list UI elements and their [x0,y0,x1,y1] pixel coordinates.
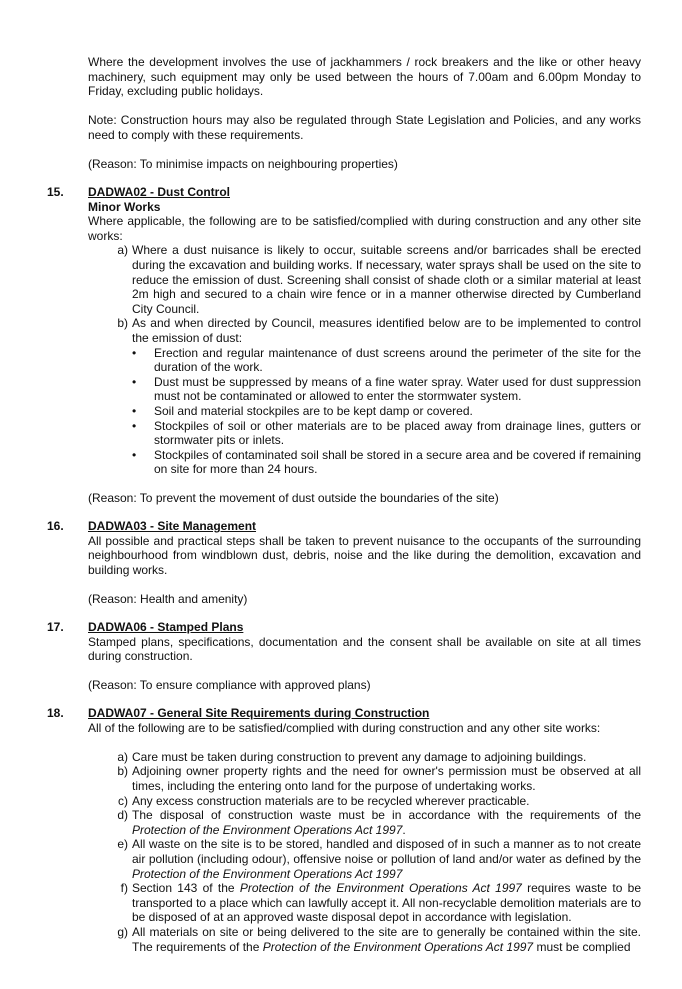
act-title: Protection of the Environment Operations Act 1997 [262,939,534,954]
bullet-text: Dust must be suppressed by means of a fine water spray. Water used for dust suppression must not be contaminated or allowed to enter the stormwater system. [154,374,641,404]
condition-18-list [110,750,641,954]
bullet-icon: • [132,418,137,433]
list-item-label: c) [118,793,128,808]
list-item-text-end: . [402,822,406,837]
condition-17 [88,620,641,693]
list-item-label: b) [117,764,128,779]
bullet-item [110,346,641,375]
bullet-item [110,448,641,477]
list-item-text: Care must be taken during construction to prevent any damage to adjoining buildings. [132,749,587,764]
condition-17-reason: (Reason: To ensure compliance with approved plans) [88,678,371,693]
list-item-text: As and when directed by Council, measures identified below are to be implemented to control the emission of dust: [132,316,641,345]
bullet-item [110,404,641,419]
list-item [110,881,641,925]
bullet-icon: • [132,403,137,418]
bullet-icon: • [132,374,137,389]
dust-measures-list [110,346,641,477]
condition-16 [88,519,641,607]
intro-paragraph-1: Where the development involves the use of jackhammers / rock breakers and the like or other heavy machinery, such equipment may only be used between the hours of 7.00am and 6.00pm Monday to Friday, excluding public holidays. [88,55,641,99]
list-item-text: The disposal of construction waste must be in accordance with the requirements of the [132,808,641,823]
list-item [110,316,641,477]
condition-15 [88,185,641,506]
list-item [110,794,641,809]
intro-note: Note: Construction hours may also be regulated through State Legislation and Policies, and any works need to comply with these requirements. [88,113,641,142]
list-item-text-end: requires waste to be transported to a place which can lawfully accept it. All non-recyclable demolition materials are to be disposed of at an approved waste disposal depot in accordance with legislation. [132,881,641,925]
condition-15-subheading: Minor Works [88,199,161,214]
bullet-icon: • [132,345,137,360]
list-item-text-end: must be complied [533,939,631,954]
bullet-text: Stockpiles of soil or other materials are to be placed away from drainage lines, gutters or stormwater pits or inlets. [154,418,641,448]
list-item-text: All materials on site or being delivered to the site are to generally be contained within the site. The requirements of the [132,924,641,954]
condition-16-heading: DADWA03 - Site Management [88,519,257,533]
list-item-text: Adjoining owner property rights and the need for owner's permission must be observed at all times, including the entering onto land for the purpose of undertaking works. [132,764,641,793]
list-item-text: All waste on the site is to be stored, handled and disposed of in such a manner as to not create air pollution (including odour), offensive noise or pollution of land and/or water as defined by the [132,837,641,866]
list-item-label: a) [117,243,128,258]
condition-17-text: Stamped plans, specifications, documentation and the consent shall be available on site at all times during construction. [88,634,641,664]
list-item [110,750,641,765]
intro-reason: (Reason: To minimise impacts on neighbouring properties) [88,157,398,172]
bullet-text: Stockpiles of contaminated soil shall be stored in a secure area and be covered if remaining on site for more than 24 hours. [154,447,641,477]
condition-18-heading: DADWA07 - General Site Requirements during Construction [88,706,430,720]
condition-15-intro: Where applicable, the following are to be satisfied/complied with during construction and any other site works: [88,214,641,243]
condition-15-heading: DADWA02 - Dust Control [88,185,230,199]
list-item-text: Where a dust nuisance is likely to occur, suitable screens and/or barricades shall be erected during the excavation and building works. If necessary, water sprays shall be used on the site to reduce the emission of dust. Screening shall consist of shade cloth or a similar material at least 2m high and secured to a chain wire fence or in a manner otherwise directed by Cumberland City Council. [132,243,641,316]
list-item-label: g) [117,924,128,939]
list-item-label: e) [117,837,128,852]
condition-15-list [110,243,641,477]
list-item [110,243,641,316]
intro-section [88,55,641,172]
condition-15-number: 15. [47,185,64,199]
condition-15-reason: (Reason: To prevent the movement of dust outside the boundaries of the site) [88,491,499,506]
condition-16-text: All possible and practical steps shall be taken to prevent nuisance to the occupants of the surrounding neighbourhood from windblown dust, debris, noise and the like during the demolition, excavation and building works. [88,533,641,577]
list-item-label: f) [120,881,128,896]
list-item [110,837,641,881]
act-title: Protection of the Environment Operations Act 1997 [239,881,522,896]
condition-18 [88,706,641,954]
list-item-label: a) [117,749,128,764]
bullet-item [110,419,641,448]
list-item-label: b) [117,316,128,331]
list-item-label: d) [117,808,128,823]
condition-16-number: 16. [47,519,64,533]
condition-18-intro: All of the following are to be satisfied/complied with during construction and any other site works: [88,720,601,735]
bullet-icon: • [132,447,137,462]
list-item-text: Section 143 of the [132,881,240,896]
act-title: Protection of the Environment Operations Act 1997 [132,822,403,837]
condition-17-number: 17. [47,620,64,634]
list-item [110,808,641,837]
list-item-text: Any excess construction materials are to be recycled wherever practicable. [132,793,530,808]
condition-17-heading: DADWA06 - Stamped Plans [88,620,244,634]
bullet-text: Erection and regular maintenance of dust screens around the perimeter of the site for the duration of the work. [154,345,641,375]
act-title: Protection of the Environment Operations Act 1997 [132,866,403,881]
bullet-text: Soil and material stockpiles are to be kept damp or covered. [154,403,473,418]
condition-18-number: 18. [47,706,64,720]
bullet-item [110,375,641,404]
list-item [110,764,641,793]
list-item [110,925,641,954]
condition-16-reason: (Reason: Health and amenity) [88,591,248,606]
